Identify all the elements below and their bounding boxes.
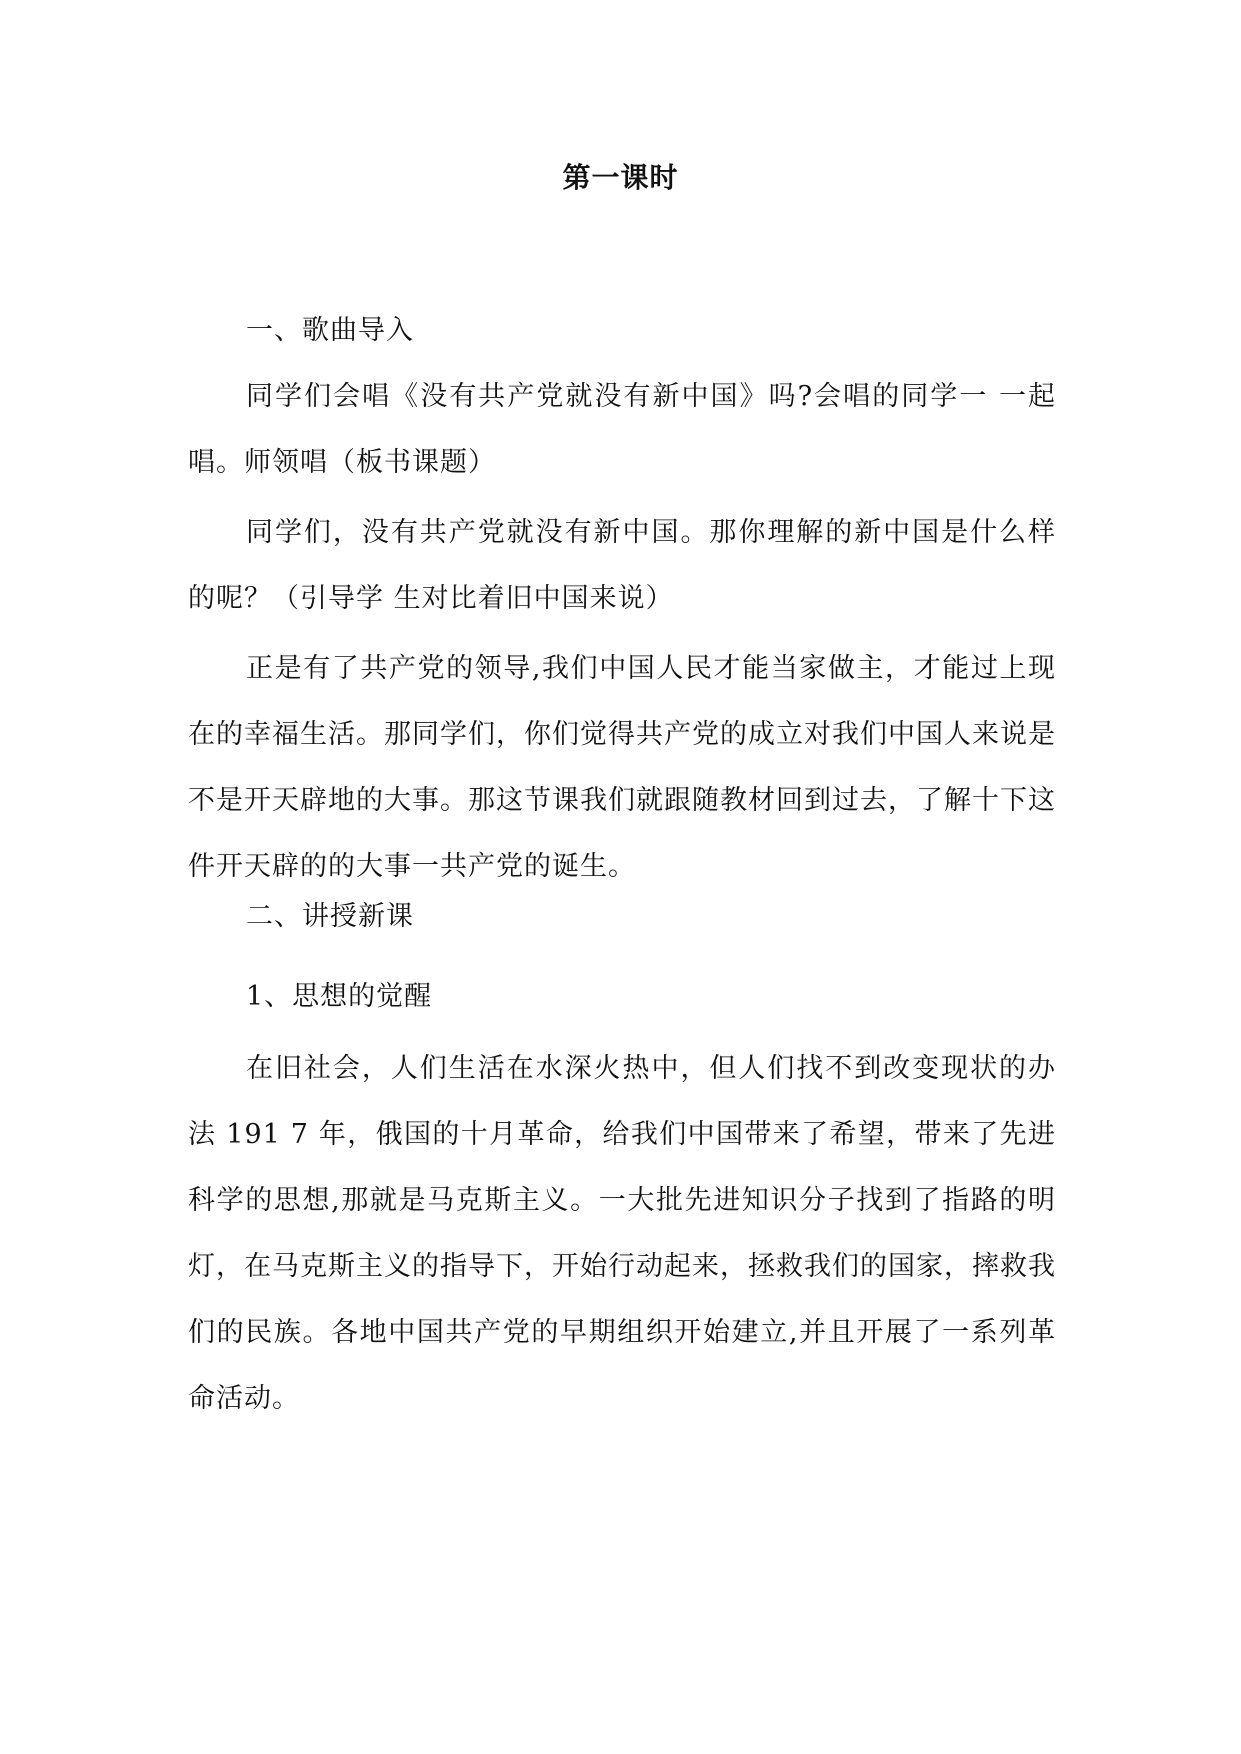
section-heading-new-lesson: 二、讲授新课 (246, 901, 414, 932)
section-heading-song-intro: 一、歌曲导入 (246, 315, 414, 346)
paragraph-3: 正是有了共产党的领导,我们中国人民才能当家做主，才能过上现在的幸福生活。那同学们，你们觉得共产党的成立对我们中国人来说是不是开天辟地的大事。那这节课我们就跟随教材回到过去，了解十下这件开天辟的的大事一共产党的诞生。 (188, 653, 1056, 882)
paragraph-2: 同学们，没有共产党就没有新中国。那你理解的新中国是什么样的呢？（引导学 生对比着旧中国来说） (188, 517, 1056, 614)
paragraph-4: 在旧社会，人们生活在水深火热中，但人们找不到改变现状的办法 191 7 年，俄国的十月革命，给我们中国带来了希望，带来了先进科学的思想,那就是马克斯主义。一大批先进知识分子找到了指路的明灯，在马克斯主义的指导下，开始行动起来，拯救我们的国家，摔救我们的民族。各地中国共产党的早期组织开始建立,并且开展了一系列革命活动。 (188, 1053, 1056, 1414)
subsection-heading-awakening: 1、思想的觉醒 (246, 981, 433, 1012)
page-title: 第一课时 (562, 161, 679, 194)
paragraph-1: 同学们会唱《没有共产党就没有新中国》吗?会唱的同学一 一起唱。师领唱（板书课题） (188, 381, 1056, 478)
